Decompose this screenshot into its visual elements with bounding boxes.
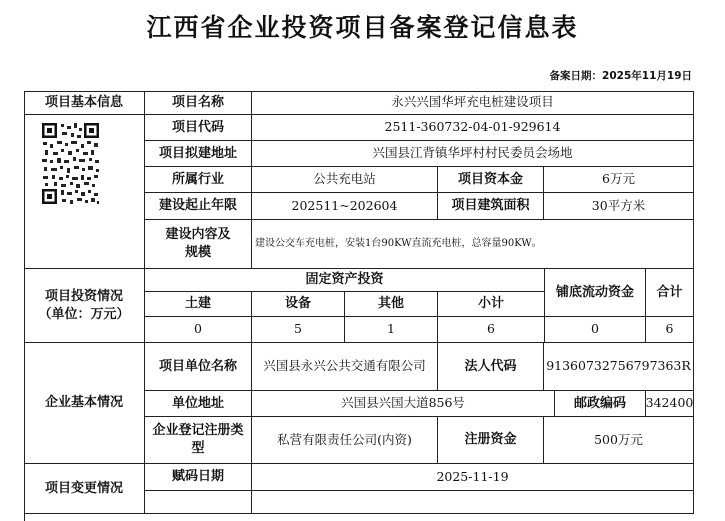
qr-code-icon: [41, 122, 100, 205]
area-label: 项目建筑面积: [438, 193, 544, 220]
registration-type-value: 私营有限责任公司(内资): [252, 417, 438, 464]
legal-code-label: 法人代码: [438, 343, 544, 391]
section-investment: 项目投资情况（单位：万元）: [24, 269, 145, 343]
section-basic-info: 项目基本信息: [24, 91, 145, 115]
section-company: 企业基本情况: [24, 343, 145, 464]
other-header: 其他: [345, 292, 438, 317]
period-value: 202511~202604: [252, 193, 438, 220]
other-value: 1: [345, 317, 438, 343]
legal-code-value: 91360732756797363R: [544, 343, 694, 391]
capital-value: 6万元: [544, 167, 694, 193]
registered-capital-value: 500万元: [544, 417, 694, 464]
project-code-label: 项目代码: [145, 115, 252, 141]
equipment-header: 设备: [252, 292, 345, 317]
page-title: 江西省企业投资项目备案登记信息表: [146, 13, 579, 42]
subtotal-header: 小计: [438, 292, 545, 317]
project-site-value: 兴国县江背镇华坪村村民委员会场地: [252, 141, 694, 167]
project-code-value: 2511-360732-04-01-929614: [252, 115, 694, 141]
project-site-label: 项目拟建地址: [145, 141, 252, 167]
total-header: 合计: [646, 269, 694, 317]
subtotal-value: 6: [438, 317, 545, 343]
equipment-value: 5: [252, 317, 345, 343]
unit-name-value: 兴国县永兴公共交通有限公司: [252, 343, 438, 391]
scope-label: 建设内容及规模: [145, 220, 252, 269]
period-label: 建设起止年限: [145, 193, 252, 220]
registered-capital-label: 注册资金: [438, 417, 544, 464]
address-value: 兴国县兴国大道856号: [252, 391, 555, 417]
fixed-asset-header: 固定资产投资: [145, 269, 545, 292]
area-value: 30平方米: [544, 193, 694, 220]
industry-value: 公共充电站: [252, 167, 438, 193]
civil-value: 0: [145, 317, 252, 343]
code-date-label: 赋码日期: [145, 464, 252, 491]
industry-label: 所属行业: [145, 167, 252, 193]
capital-label: 项目资本金: [438, 167, 544, 193]
registration-type-label: 企业登记注册类型: [145, 417, 252, 464]
filing-date: 备案日期：2025年11月19日: [549, 70, 692, 82]
scope-value: 建设公交车充电桩，安装1台90KW直流充电桩，总容量90KW。: [252, 220, 694, 269]
record-table: [24, 91, 694, 521]
working-capital-header: 铺底流动资金: [545, 269, 646, 317]
postcode-label: 邮政编码: [555, 391, 646, 417]
change-empty-label: [145, 491, 252, 514]
project-name-value: 永兴兴国华坪充电桩建设项目: [252, 91, 694, 115]
unit-name-label: 项目单位名称: [145, 343, 252, 391]
working-capital-value: 0: [545, 317, 646, 343]
project-name-label: 项目名称: [145, 91, 252, 115]
section-change: 项目变更情况: [24, 464, 145, 514]
postcode-value: 342400: [646, 391, 694, 417]
change-empty-value: [252, 491, 694, 514]
civil-header: 土建: [145, 292, 252, 317]
total-value: 6: [646, 317, 694, 343]
code-date-value: 2025-11-19: [252, 464, 694, 491]
address-label: 单位地址: [145, 391, 252, 417]
